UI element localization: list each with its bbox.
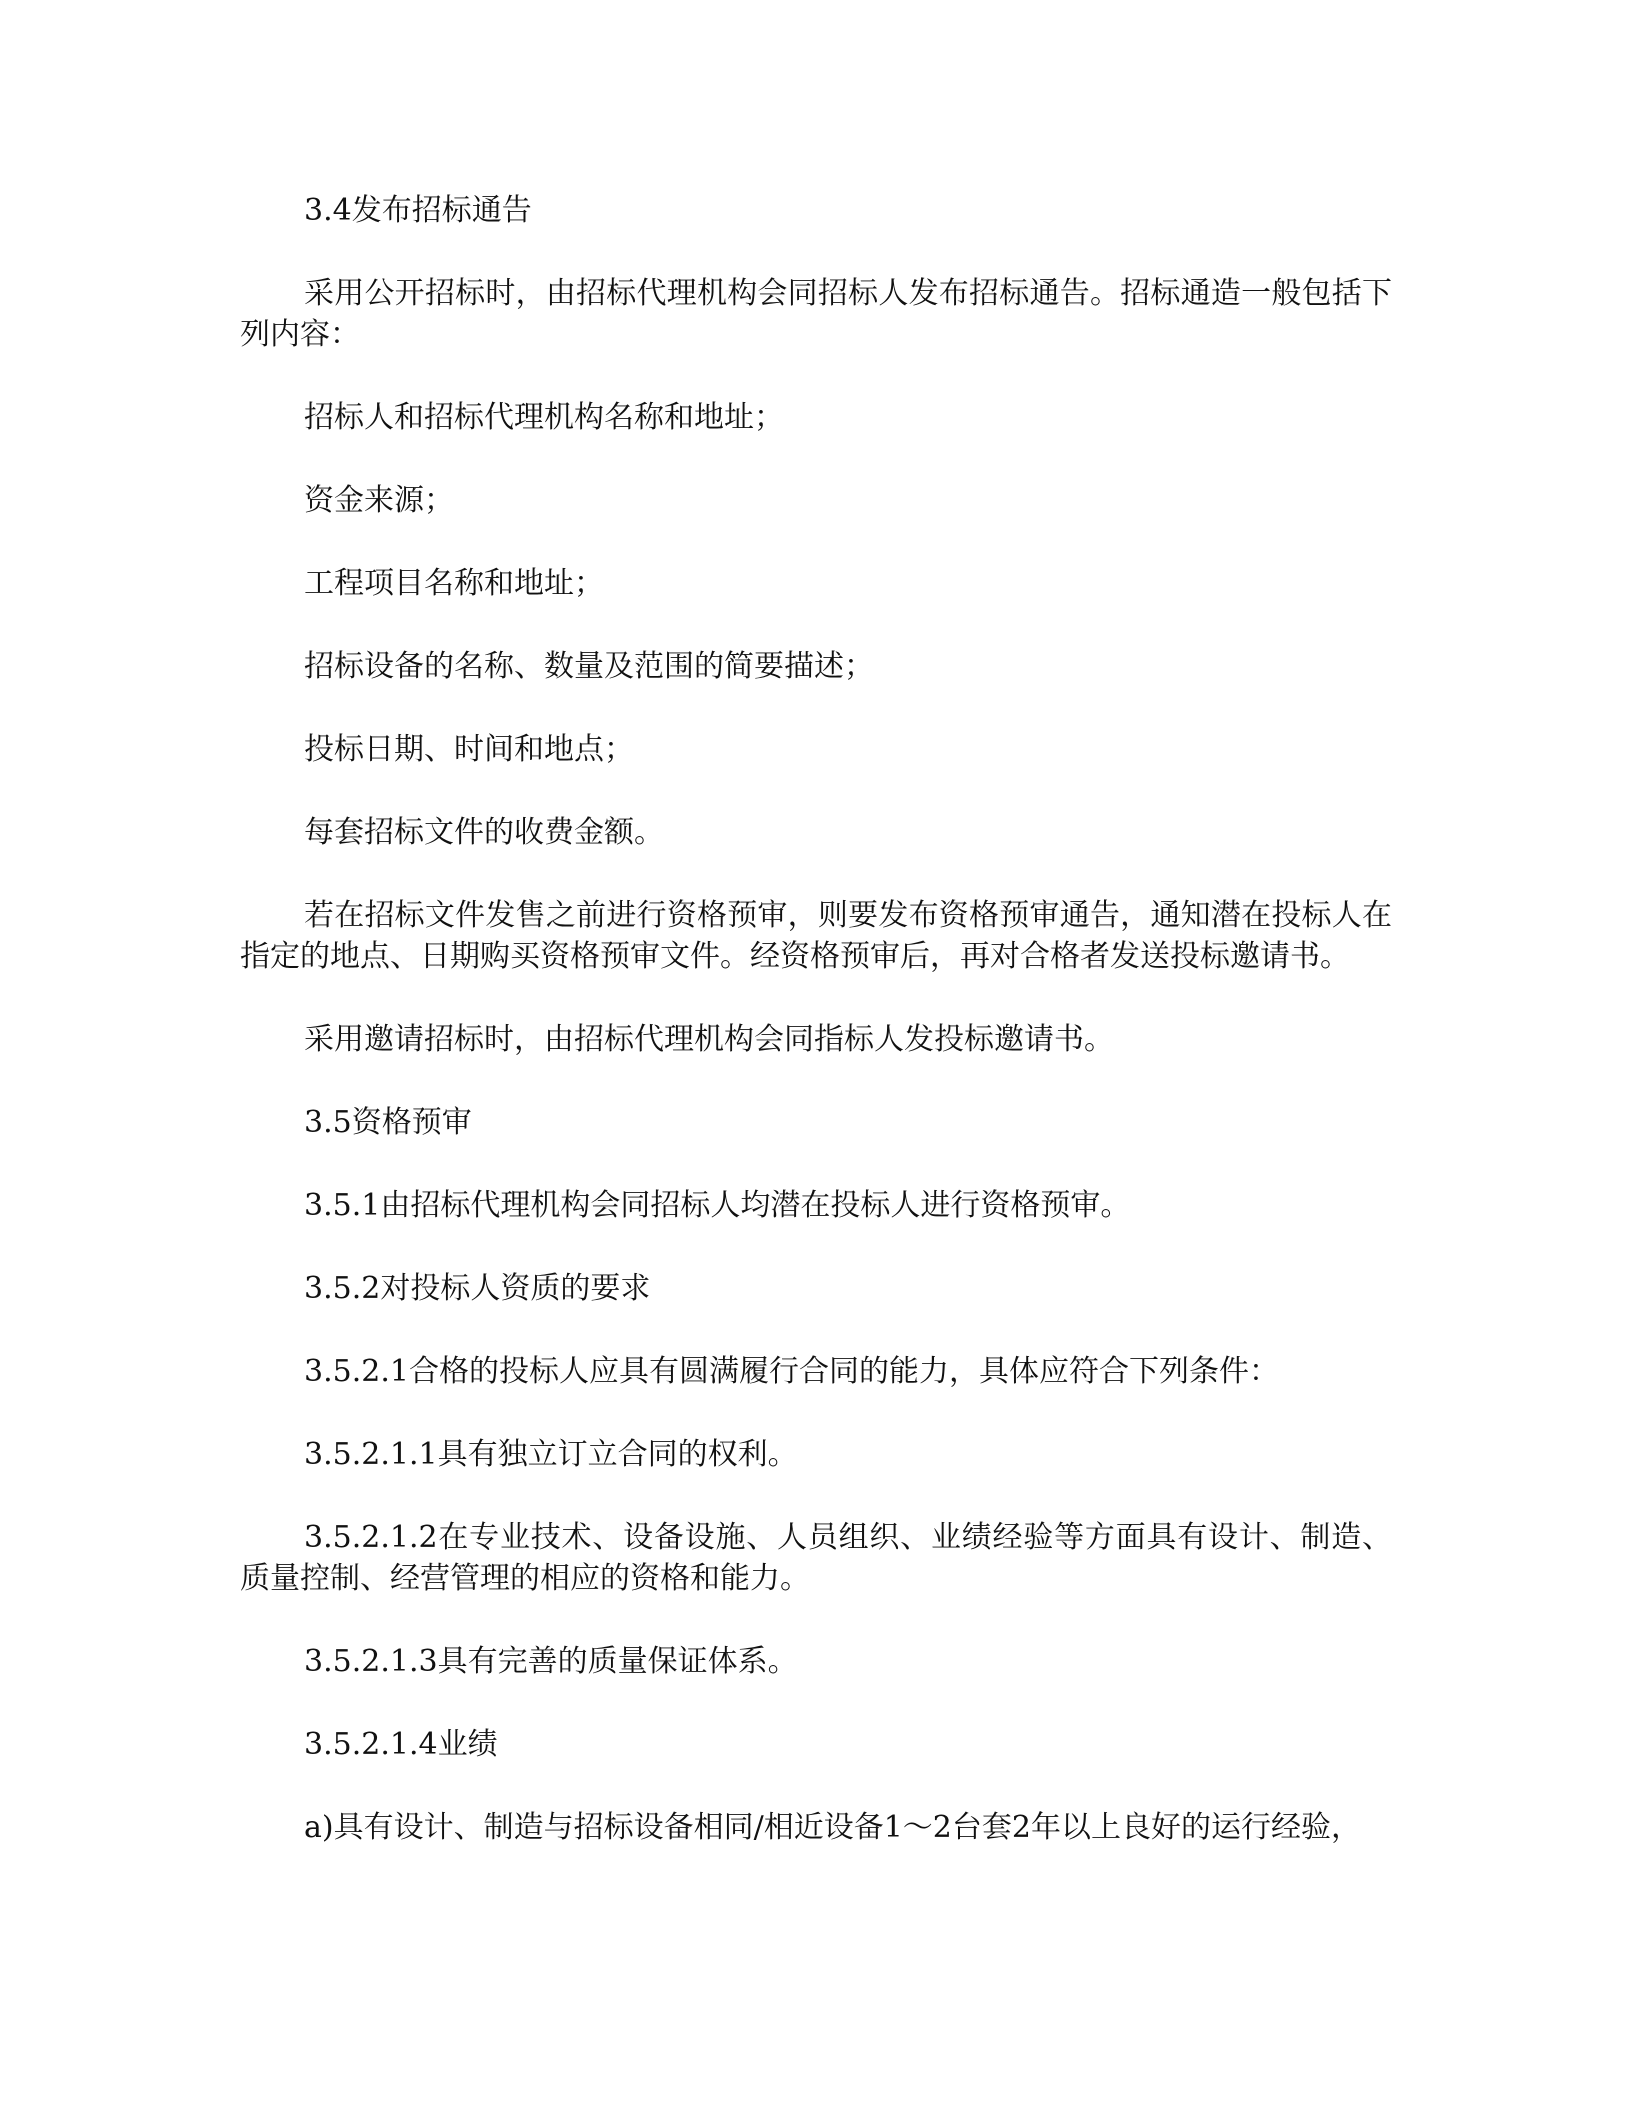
list-item-equipment-description: 招标设备的名称、数量及范围的简要描述； [304,649,874,684]
clause-3-5-2-1-2: 3.5.2.1.2在专业技术、设备设施、人员组织、业绩经验等方面具有设计、制造、质量控制、经营管理的相应的资格和能力。 [240,1520,1392,1596]
clause-3-5-2-1-1: 3.5.2.1.1具有独立订立合同的权利。 [304,1437,798,1472]
document-body [240,190,1392,1890]
list-item-funding-source: 资金来源； [304,483,454,518]
list-item-project-name: 工程项目名称和地址； [304,566,604,601]
section-heading-3-4: 3.4发布招标通告 [304,193,532,228]
paragraph-invited-tender: 采用邀请招标时，由招标代理机构会同指标人发投标邀请书。 [304,1022,1114,1057]
paragraph-prequalification-notice: 若在招标文件发售之前进行资格预审，则要发布资格预审通告，通知潜在投标人在指定的地点、日期购买资格预审文件。经资格预审后，再对合格者发送投标邀请书。 [240,898,1392,974]
clause-3-5-2-1-4: 3.5.2.1.4业绩 [304,1727,498,1762]
clause-item-a: a)具有设计、制造与招标设备相同/相近设备1～2台套2年以上良好的运行经验， [304,1810,1361,1845]
clause-3-5-2-1-3: 3.5.2.1.3具有完善的质量保证体系。 [304,1644,798,1679]
clause-3-5-2-1: 3.5.2.1合格的投标人应具有圆满履行合同的能力，具体应符合下列条件： [304,1354,1279,1389]
paragraph-public-tender: 采用公开招标时，由招标代理机构会同招标人发布招标通告。招标通造一般包括下列内容： [240,276,1392,352]
section-heading-3-5: 3.5资格预审 [304,1105,472,1140]
clause-3-5-1: 3.5.1由招标代理机构会同招标人均潜在投标人进行资格预审。 [304,1188,1131,1223]
list-item-tenderer-name: 招标人和招标代理机构名称和地址； [304,400,784,435]
clause-3-5-2: 3.5.2对投标人资质的要求 [304,1271,651,1306]
list-item-bid-date: 投标日期、时间和地点； [304,732,634,767]
list-item-document-fee: 每套招标文件的收费金额。 [304,815,664,850]
